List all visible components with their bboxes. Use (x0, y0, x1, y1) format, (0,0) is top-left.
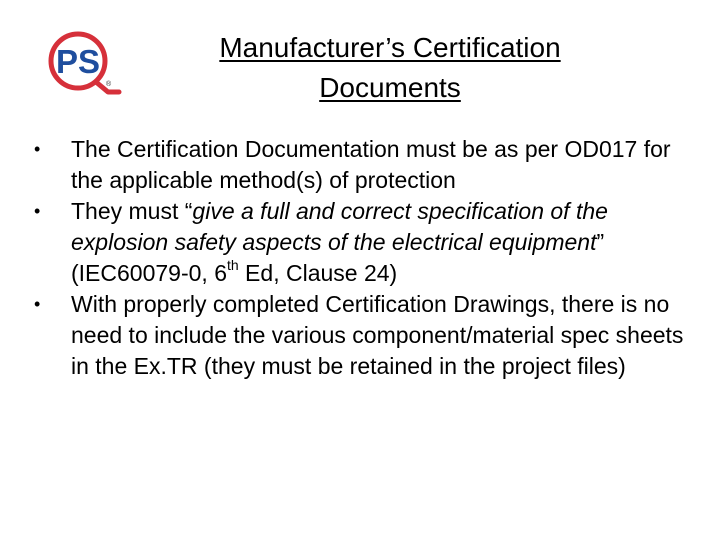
bullet-text: With properly completed Certification Drawings, there is no need to include the various component/material spec sheets in the Ex.TR (they must be retained in the project files) (71, 291, 684, 379)
bullet-list (34, 134, 694, 382)
page-title (160, 28, 620, 108)
bullet-text-prefix: They must “ (71, 198, 193, 224)
bullet-text: The Certification Documentation must be as per OD017 for the applicable method(s) of protection (71, 136, 671, 193)
bullet-icon: • (34, 139, 41, 159)
bullet-icon: • (34, 294, 41, 314)
bullet-text-middle: ” (IEC60079-0, 6 (71, 229, 605, 286)
bullet-text-suffix: Ed, Clause 24) (238, 260, 398, 286)
ps-logo (44, 30, 124, 100)
logo-text: PS (55, 43, 101, 80)
ps-logo-mark (44, 30, 124, 100)
logo-registered-mark: ® (106, 81, 112, 88)
bullet-item-iec-quote (34, 196, 694, 289)
bullet-item-drawings (34, 289, 694, 382)
title-line-2: Documents (319, 72, 461, 103)
bullet-icon: • (34, 201, 41, 221)
title-line-1: Manufacturer’s Certification (219, 32, 561, 63)
bullet-item-od017 (34, 134, 694, 196)
bullet-quote-italic: give a full and correct specification of the explosion safety aspects of the electrical equipment (71, 198, 608, 255)
bullet-superscript: th (226, 257, 239, 274)
